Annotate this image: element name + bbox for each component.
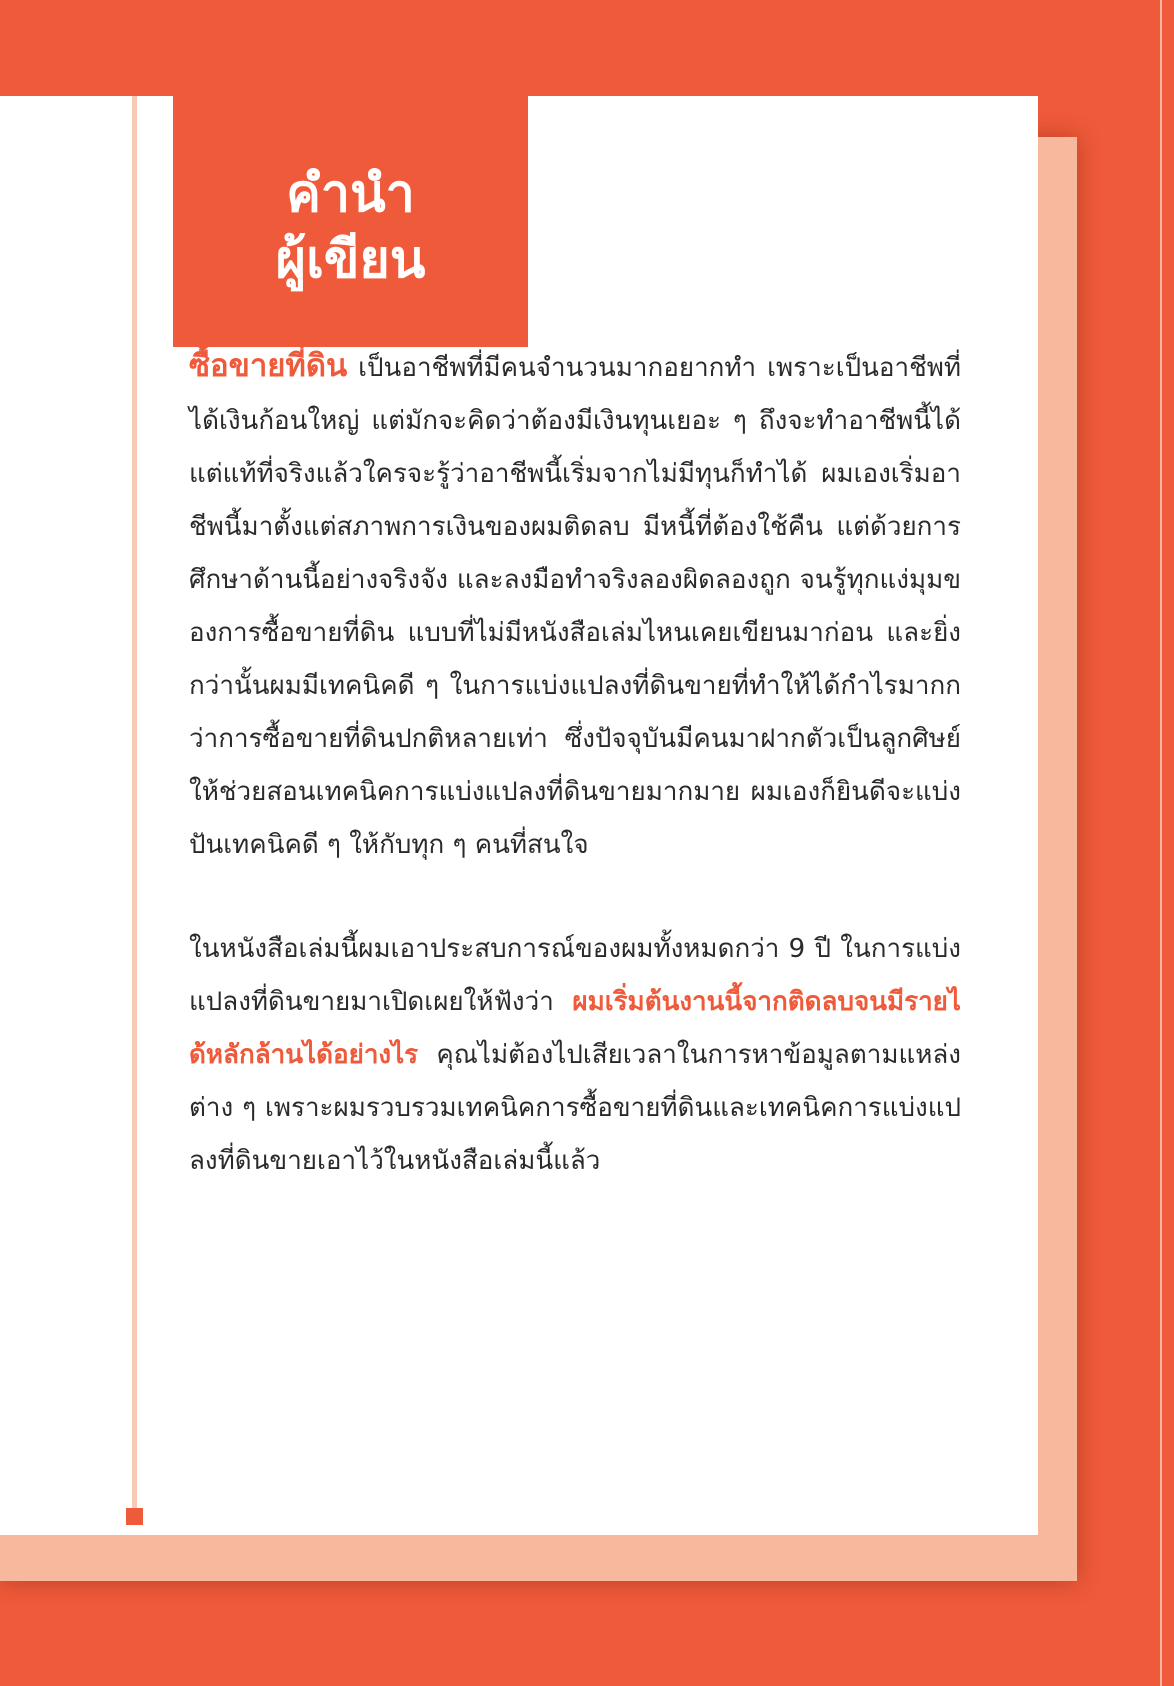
body-content	[189, 340, 961, 1188]
right-edge-line	[1160, 0, 1162, 1686]
margin-rule	[132, 96, 137, 1508]
title-box	[173, 96, 528, 347]
lead-highlight: ซื้อขายที่ดิน	[189, 348, 348, 384]
paragraph-2-intro: ในหนังสือเล่มนี้ผมเอาประสบการณ์ของผมทั้งหมดกว่า 9 ปี ในการแบ่งแปลงที่ดินขายมาเปิดเผยให้ฟังว่า	[189, 934, 961, 1017]
corner-mark	[126, 1508, 143, 1525]
paragraph-2	[189, 923, 961, 1188]
page-title-line-2: ผู้เขียน	[275, 229, 426, 290]
paragraph-2-body: คุณไม่ต้องไปเสียเวลาในการหาข้อมูลตามแหล่งต่าง ๆ เพราะผมรวบรวมเทคนิคการซื้อขายที่ดินและเทคนิคการแบ่งแปลงที่ดินขายเอาไว้ในหนังสือเล่มนี้แล้ว	[189, 1040, 961, 1176]
key-highlight: ผมเริ่มต้นงานนี้จากติดลบจนมีรายได้หลักล้านได้อย่างไร	[189, 987, 961, 1070]
page-title-line-1: คำนำ	[286, 163, 415, 224]
paragraph-1	[189, 340, 961, 872]
paragraph-1-body: เป็นอาชีพที่มีคนจำนวนมากอยากทำ เพราะเป็นอาชีพที่ได้เงินก้อนใหญ่ แต่มักจะคิดว่าต้องมีเงินทุนเยอะ ๆ ถึงจะทำอาชีพนี้ได้ แต่แท้ที่จริงแล้วใครจะรู้ว่าอาชีพนี้เริ่มจากไม่มีทุนก็ทำได้ ผมเองเริ่มอาชีพนี้มาตั้งแต่สภาพการเงินของผมติดลบ มีหนี้ที่ต้องใช้คืน แต่ด้วยการศึกษาด้านนี้อย่างจริงจัง และลงมือทำจริงลองผิดลองถูก จนรู้ทุกแง่มุมของการซื้อขายที่ดิน แบบที่ไม่มีหนังสือเล่มไหนเคยเขียนมาก่อน และยิ่งกว่านั้นผมมีเทคนิคดี ๆ ในการแบ่งแปลงที่ดินขายที่ทำให้ได้กำไรมากกว่าการซื้อขายที่ดินปกติหลายเท่า ซึ่งปัจจุบันมีคนมาฝากตัวเป็นลูกศิษย์ให้ช่วยสอนเทคนิคการแบ่งแปลงที่ดินขายมากมาย ผมเองก็ยินดีจะแบ่งปันเทคนิคดี ๆ ให้กับทุก ๆ คนที่สนใจ	[189, 353, 961, 860]
